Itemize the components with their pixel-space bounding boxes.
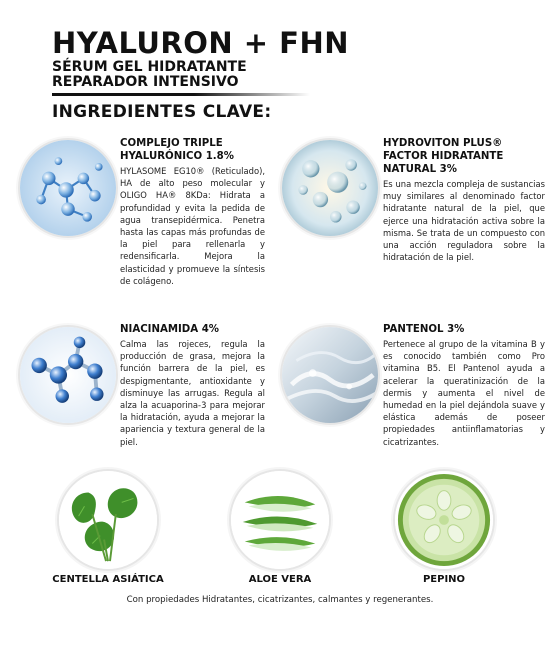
ingredient-description: Calma las rojeces, regula la producción de grasa, mejora la función barrera de la piel, es despigmentante, antioxidante y disminuye las arrugas. Regula al alza la acuaporina-3 para mejorar la hidratación, ayuda a mejorar la apariencia y textura general de la piel. <box>120 339 265 447</box>
botanical-label: PEPINO <box>422 574 466 585</box>
centella-leaves-icon <box>59 471 157 569</box>
hydration-bubbles-icon <box>282 140 378 236</box>
ingredient-niacinamide <box>120 323 265 448</box>
niacinamide-molecule-icon <box>20 327 116 423</box>
section-heading: INGREDIENTES CLAVE: <box>52 102 272 122</box>
ingredient-panthenol <box>383 323 545 448</box>
ingredient-title: HYDROVITON PLUS® FACTOR HIDRATANTE NATURAL 3% <box>383 138 504 175</box>
botanical-label: ALOE VERA <box>248 574 312 585</box>
hyaluronic-molecules-icon <box>20 140 116 236</box>
ingredient-title: PANTENOL 3% <box>383 324 465 335</box>
ingredient-description: Es una mezcla compleja de sustancias muy similares al denominado factor hidratante natural de la piel, que ejerce una hidratación activa sobre la misma. Se trata de un compuesto con una acción reguladora sobre la hidratación de la piel. <box>383 179 545 263</box>
ingredient-title: COMPLEJO TRIPLE HYALURÓNICO 1.8% <box>120 138 234 162</box>
cucumber-slice-icon <box>395 471 493 569</box>
footer-note: Con propiedades Hidratantes, cicatrizantes, calmantes y regenerantes. <box>126 595 434 605</box>
product-subtitle: SÉRUM GEL HIDRATANTE REPARADOR INTENSIVO <box>52 59 247 90</box>
ingredient-hyaluronic <box>120 137 265 287</box>
title-underline <box>52 93 310 96</box>
aloe-vera-icon <box>231 471 329 569</box>
ingredient-title: NIACINAMIDA 4% <box>120 324 219 335</box>
panthenol-gel-icon <box>282 327 378 423</box>
ingredient-description: HYLASOME EG10® (Reticulado), HA de alto peso molecular y OLIGO HA® 8KDa: Hidrata a profundidad y evita la pedida de agua transepidérmica. Penetra hasta las capas más profundas de la piel para rellenarla y redensificarla. Mejora la elasticidad y promueve la síntesis de colágeno. <box>120 166 265 286</box>
ingredient-hydroviton <box>383 137 545 263</box>
botanical-label: CENTELLA ASIÁTICA <box>52 574 164 585</box>
product-title: HYALURON + FHN <box>52 26 350 60</box>
ingredient-description: Pertenece al grupo de la vitamina B y es conocido también como Pro vitamina B5. El Pantenol ayuda a acelerar la queratinización de la dermis y aumenta el nivel de humedad en la piel dejándola suave y elástica además de poseer propiedades antiinflamatorias y cicatrizantes. <box>383 339 545 447</box>
